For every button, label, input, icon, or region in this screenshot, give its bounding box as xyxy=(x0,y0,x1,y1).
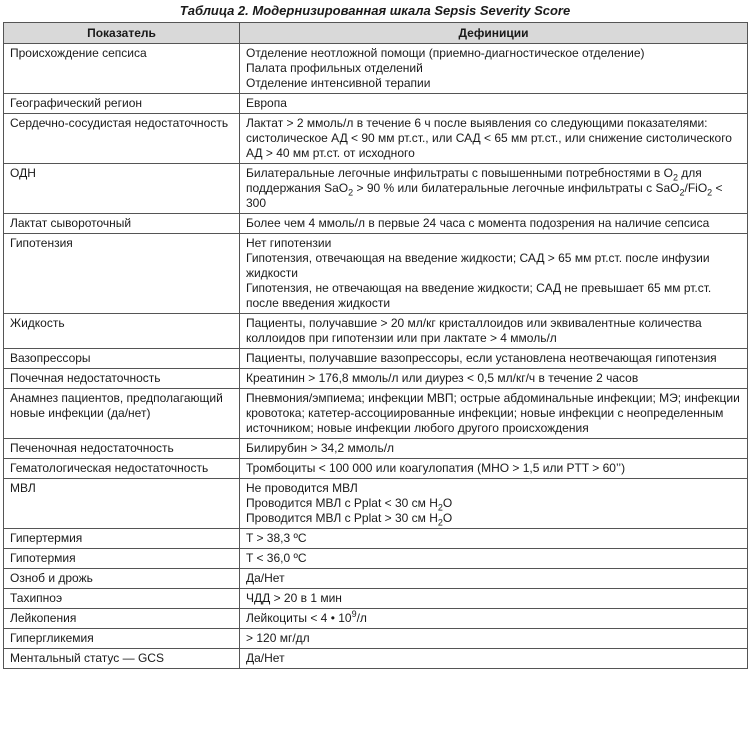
row-label: Озноб и дрожь xyxy=(4,569,240,589)
subscript: 2 xyxy=(707,187,713,198)
table-row xyxy=(4,649,748,669)
text-part: < 300 xyxy=(246,181,723,210)
definition-line: Нет гипотензии xyxy=(246,236,332,250)
row-definition: Более чем 4 ммоль/л в первые 24 часа с момента подозрения на наличие сепсиса xyxy=(240,214,748,234)
table-row xyxy=(4,44,748,94)
row-definition xyxy=(240,609,748,629)
table-row xyxy=(4,389,748,439)
subscript: 2 xyxy=(437,502,443,513)
text-part: Лейкоциты < 4 • 10 xyxy=(246,611,352,625)
table-row xyxy=(4,439,748,459)
table-row xyxy=(4,314,748,349)
row-definition xyxy=(240,234,748,314)
text-part: > 90 % или билатеральные легочные инфильтраты с SaO xyxy=(353,181,680,195)
row-definition xyxy=(240,164,748,214)
subscript: 2 xyxy=(679,187,685,198)
row-definition: T > 38,3 ºC xyxy=(240,529,748,549)
table-row xyxy=(4,369,748,389)
text-part: Проводится МВЛ с Pplat < 30 см H xyxy=(246,496,438,510)
table-caption: Таблица 2. Модернизированная шкала Sepsis Severity Score xyxy=(179,3,571,18)
row-definition: Тромбоциты < 100 000 или коагулопатия (МНО > 1,5 или PTT > 60’’) xyxy=(240,459,748,479)
table-row xyxy=(4,214,748,234)
header-definitions: Дефиниции xyxy=(240,23,748,44)
row-definition: Пациенты, получавшие > 20 мл/кг кристаллоидов или эквивалентные количества коллоидов при гипотензии или при лактате > 4 ммоль/л xyxy=(240,314,748,349)
row-definition: T < 36,0 ºC xyxy=(240,549,748,569)
definition-line: Палата профильных отделений xyxy=(246,61,423,75)
subscript: 2 xyxy=(348,187,354,198)
row-label: Гипотензия xyxy=(4,234,240,314)
table-row xyxy=(4,629,748,649)
table-row xyxy=(4,549,748,569)
row-label: Гематологическая недостаточность xyxy=(4,459,240,479)
table-row xyxy=(4,94,748,114)
row-definition xyxy=(240,479,748,529)
table-row xyxy=(4,459,748,479)
text-part: /л xyxy=(356,611,367,625)
row-label: Тахипноэ xyxy=(4,589,240,609)
definition-line: Гипотензия, не отвечающая на введение жидкости; САД не превышает 65 мм рт.ст. после введения жидкости xyxy=(246,281,715,310)
subscript: 2 xyxy=(437,517,443,528)
row-label: Гипергликемия xyxy=(4,629,240,649)
table-row xyxy=(4,349,748,369)
row-definition xyxy=(240,44,748,94)
row-label: Гипертермия xyxy=(4,529,240,549)
definition-line: Не проводится МВЛ xyxy=(246,481,358,495)
row-definition: Европа xyxy=(240,94,748,114)
row-definition: Да/Нет xyxy=(240,569,748,589)
row-definition: Креатинин > 176,8 ммоль/л или диурез < 0,5 мл/кг/ч в течение 2 часов xyxy=(240,369,748,389)
row-label: ОДН xyxy=(4,164,240,214)
row-definition: Билирубин > 34,2 ммоль/л xyxy=(240,439,748,459)
table-row xyxy=(4,164,748,214)
text-part: для поддержания SaO xyxy=(246,166,702,195)
text-part: /FiO xyxy=(684,181,708,195)
definition-line xyxy=(246,496,743,511)
subscript: 2 xyxy=(672,172,678,183)
row-label: Гипотермия xyxy=(4,549,240,569)
row-definition: > 120 мг/дл xyxy=(240,629,748,649)
table-header-row xyxy=(4,23,748,44)
table-row xyxy=(4,589,748,609)
sepsis-severity-table xyxy=(3,22,748,669)
row-label: МВЛ xyxy=(4,479,240,529)
table-row xyxy=(4,609,748,629)
table-row xyxy=(4,529,748,549)
definition-line xyxy=(246,511,743,526)
row-label: Жидкость xyxy=(4,314,240,349)
table-row xyxy=(4,234,748,314)
row-definition: ЧДД > 20 в 1 мин xyxy=(240,589,748,609)
row-definition: Пациенты, получавшие вазопрессоры, если установлена неотвечающая гипотензия xyxy=(240,349,748,369)
table-row xyxy=(4,569,748,589)
row-label: Географический регион xyxy=(4,94,240,114)
header-indicator: Показатель xyxy=(4,23,240,44)
row-label: Происхождение сепсиса xyxy=(4,44,240,94)
row-label: Сердечно-сосудистая недостаточность xyxy=(4,114,240,164)
text-part: O xyxy=(442,496,453,510)
definition-line: Отделение неотложной помощи (приемно-диагностическое отделение) xyxy=(246,46,645,60)
row-label: Вазопрессоры xyxy=(4,349,240,369)
definition-line: Отделение интенсивной терапии xyxy=(246,76,431,90)
row-definition: Лактат > 2 ммоль/л в течение 6 ч после выявления со следующими показателями: систолическое АД < 90 мм рт.ст., или САД < 65 мм рт.ст., или снижение систолического АД > 40 мм рт.ст. от исходного xyxy=(240,114,748,164)
table-row xyxy=(4,479,748,529)
row-label: Печеночная недостаточность xyxy=(4,439,240,459)
definition-line: Гипотензия, отвечающая на введение жидкости; САД > 65 мм рт.ст. после инфузии жидкости xyxy=(246,251,713,280)
text-part: Билатеральные легочные инфильтраты с повышенными потребностями в O xyxy=(246,166,673,180)
row-definition: Да/Нет xyxy=(240,649,748,669)
row-label: Лейкопения xyxy=(4,609,240,629)
row-label: Анамнез пациентов, предполагающий новые инфекции (да/нет) xyxy=(4,389,240,439)
row-label: Почечная недостаточность xyxy=(4,369,240,389)
text-part: Проводится МВЛ с Pplat > 30 см H xyxy=(246,511,438,525)
superscript: 9 xyxy=(351,609,357,619)
text-part: O xyxy=(442,511,453,525)
row-label: Лактат сывороточный xyxy=(4,214,240,234)
table-row xyxy=(4,114,748,164)
row-label: Ментальный статус — GCS xyxy=(4,649,240,669)
row-definition: Пневмония/эмпиема; инфекции МВП; острые абдоминальные инфекции; МЭ; инфекции кровотока; катетер-ассоциированные инфекции; новые инфекции с неопределенным источником; новые инфекции любого другого происхождения xyxy=(240,389,748,439)
